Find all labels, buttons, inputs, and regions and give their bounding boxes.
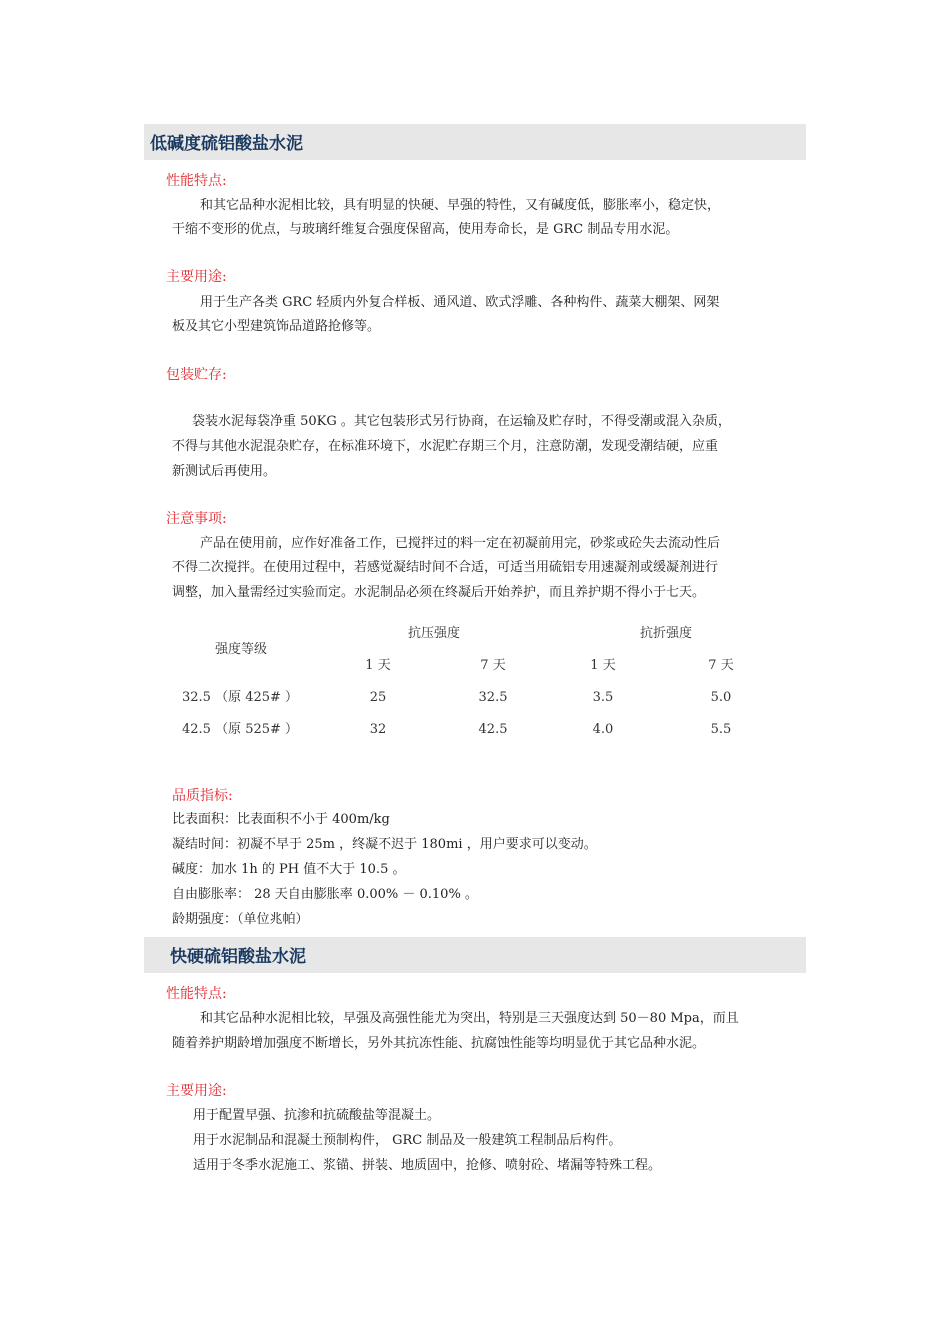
table-compressive-header: 抗压强度 <box>407 626 461 641</box>
section1-uses-heading: 主要用途: <box>166 269 227 285</box>
section1-quality-line: 凝结时间：初凝不早于 25m ，终凝不迟于 180mi ，用户要求可以变动。 <box>172 837 597 852</box>
section1-storage-line: 不得与其他水泥混杂贮存，在标准环境下，水泥贮存期三个月，注意防潮，发现受潮结硬，应重 <box>172 439 719 454</box>
table-subheader: 7 天 <box>480 658 506 673</box>
section2-features-heading: 性能特点: <box>166 986 227 1002</box>
table-row-grade: 32.5 （原 425# ） <box>182 690 299 705</box>
table-cell: 42.5 <box>478 722 508 737</box>
table-row-grade: 42.5 （原 525# ） <box>182 722 299 737</box>
section1-notes-line: 产品在使用前，应作好准备工作，已搅拌过的料一定在初凝前用完，砂浆或砼失去流动性后 <box>200 536 721 551</box>
section2-uses-line: 用于配置早强、抗渗和抗硫酸盐等混凝土。 <box>193 1108 441 1123</box>
table-cell: 4.0 <box>592 722 614 737</box>
section1-storage-heading: 包装贮存: <box>166 367 227 383</box>
section1-quality-line: 碱度：加水 1h 的 PH 值不大于 10.5 。 <box>172 862 406 877</box>
table-cell: 32.5 <box>478 690 508 705</box>
section2-features-line: 和其它品种水泥相比较，早强及高强性能尤为突出，特别是三天强度达到 50－80 Mpa，而且 <box>200 1011 739 1026</box>
table-grade-header: 强度等级 <box>215 642 268 657</box>
section2-uses-line: 用于水泥制品和混凝土预制构件， GRC 制品及一般建筑工程制品后构件。 <box>193 1133 622 1148</box>
table-flexural-header: 抗折强度 <box>639 626 693 641</box>
section1-quality-line: 自由膨胀率： 28 天自由膨胀率 0.00% － 0.10% 。 <box>172 887 478 902</box>
table-cell: 5.5 <box>710 722 732 737</box>
section1-notes-line: 调整，加入量需经过实验而定。水泥制品必须在终凝后开始养护，而且养护期不得小于七天。 <box>172 585 706 600</box>
table-cell: 25 <box>369 690 387 705</box>
table-cell: 32 <box>369 722 387 737</box>
section1-notes-heading: 注意事项: <box>166 511 227 527</box>
section1-notes-line: 不得二次搅拌。在使用过程中，若感觉凝结时间不合适，可适当用硫铝专用速凝剂或缓凝剂进行 <box>172 560 719 575</box>
section1-storage-line: 新测试后再使用。 <box>172 464 277 479</box>
table-subheader: 7 天 <box>708 658 734 673</box>
section1-features-line: 干缩不变形的优点，与玻璃纤维复合强度保留高，使用寿命长，是 GRC 制品专用水泥。 <box>172 222 679 237</box>
section1-quality-heading: 品质指标: <box>172 788 233 804</box>
table-cell: 5.0 <box>710 690 732 705</box>
table-cell: 3.5 <box>592 690 614 705</box>
section2-uses-heading: 主要用途: <box>166 1083 227 1099</box>
section1-storage-line: 袋装水泥每袋净重 50KG 。其它包装形式另行协商，在运输及贮存时，不得受潮或混入杂质， <box>192 414 731 429</box>
section1-features-heading: 性能特点: <box>166 173 227 189</box>
section1-title: 低碱度硫铝酸盐水泥 <box>150 134 303 154</box>
section1-quality-line: 龄期强度：（单位兆帕） <box>172 912 309 927</box>
section1-features-line: 和其它品种水泥相比较，具有明显的快硬、早强的特性，又有碱度低，膨胀率小，稳定快， <box>200 198 721 213</box>
table-subheader: 1 天 <box>365 658 391 673</box>
section2-features-line: 随着养护期龄增加强度不断增长，另外其抗冻性能、抗腐蚀性能等均明显优于其它品种水泥。 <box>172 1036 706 1051</box>
section2-uses-line: 适用于冬季水泥施工、浆锚、拼装、地质固中，抢修、喷射砼、堵漏等特殊工程。 <box>193 1158 662 1173</box>
section1-uses-line: 板及其它小型建筑饰品道路抢修等。 <box>172 319 381 334</box>
section1-quality-line: 比表面积：比表面积不小于 400m/kg <box>172 812 390 827</box>
section2-title: 快硬硫铝酸盐水泥 <box>170 947 306 967</box>
table-subheader: 1 天 <box>590 658 616 673</box>
section1-uses-line: 用于生产各类 GRC 轻质内外复合样板、通风道、欧式浮雕、各种构件、蔬菜大棚架、网架 <box>200 295 720 310</box>
